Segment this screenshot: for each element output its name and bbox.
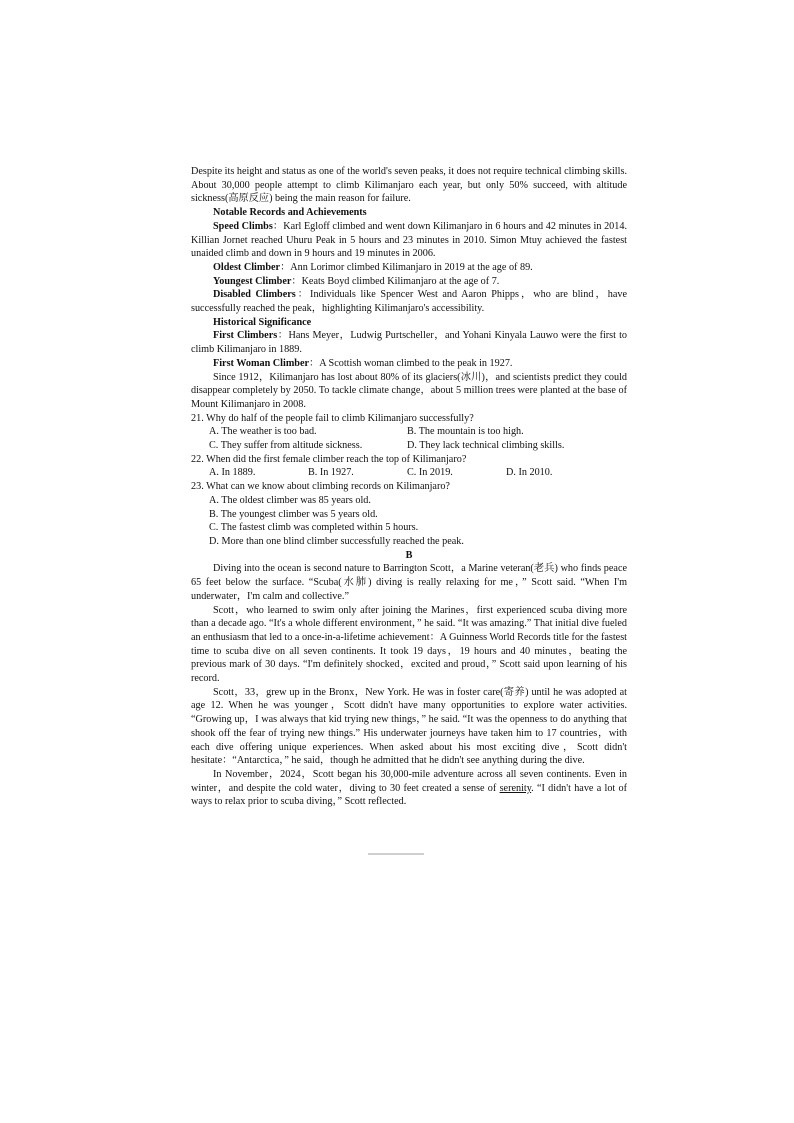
oldest-climber-label: Oldest Climber: [213, 261, 281, 273]
oldest-climber-paragraph: [191, 261, 627, 275]
oldest-climber-text: ：Ann Lorimor climbed Kilimanjaro in 2019 at the age of 89.: [280, 261, 533, 273]
passage-b-paragraph-4: [191, 768, 627, 809]
disabled-climbers-paragraph: [191, 288, 627, 315]
option-d[interactable]: D. They lack technical climbing skills.: [407, 440, 565, 452]
section-b-label: B: [405, 549, 413, 561]
speed-climbs-paragraph: [191, 220, 627, 261]
first-climbers-label: First Climbers: [213, 330, 278, 342]
underlined-word: serenity: [499, 782, 532, 794]
question-stem: 21. Why do half of the people fail to climb Kilimanjaro successfully?: [191, 412, 474, 424]
history-heading: Historical Significance: [213, 316, 312, 328]
option-b[interactable]: B. In 1927.: [308, 467, 354, 479]
option-row: [191, 425, 627, 439]
option-d[interactable]: D. More than one blind climber successfully reached the peak.: [209, 535, 464, 547]
glacier-paragraph: Since 1912，Kilimanjaro has lost about 80% of its glaciers(冰川)，and scientists predict they could disappear completely by 2050. To tackle climate change，about 5 million trees were planted at the base of Mount Kilimanjaro in 2008.: [191, 371, 627, 410]
option-b[interactable]: B. The youngest climber was 5 years old.: [209, 508, 378, 520]
speed-climbs-text: ：Karl Egloff climbed and went down Kilimanjaro in 6 hours and 42 minutes in 2014. Killian Jornet reached Uhuru Peak in 5 hours and 23 minutes in 2010. Simon Mtuy achieved the fastest unaided climb and down in 9 hours and 19 minutes in 2006.: [191, 220, 627, 260]
option-row: [191, 439, 627, 453]
option-c[interactable]: C. They suffer from altitude sickness.: [209, 440, 363, 452]
question-stem: 22. When did the first female climber reach the top of Kilimanjaro?: [191, 453, 467, 465]
speed-climbs-label: Speed Climbs: [213, 220, 273, 232]
first-woman-paragraph: [191, 357, 627, 371]
question-23: [191, 480, 627, 549]
question-22: [191, 453, 627, 480]
option-c[interactable]: C. In 2019.: [407, 467, 453, 479]
question-21: [191, 412, 627, 453]
youngest-climber-label: Youngest Climber: [213, 275, 292, 287]
disabled-climbers-label: Disabled Climbers: [213, 289, 296, 301]
passage-b-paragraph-2: Scott，who learned to swim only after joining the Marines，first experienced scuba diving more than a decade ago. “It's a whole different environment，” he said. “It was amazing.” That initial dive fueled an enthusiasm that led to a once-in-a-lifetime achievement：A Guinness World Records title for the fastest time to scuba dive on all seven continents. It took 19 days，19 hours and 40 minutes，beating the previous mark of 30 days. “I'm definitely shocked，excited and proud，” Scott said upon learning of his record.: [191, 604, 627, 685]
option-a[interactable]: A. In 1889.: [209, 467, 256, 479]
paragraph-4-text-start: In November，2024，Scott began his 30,000-mile adventure across all seven continents. Even in winter，and despite the cold water，diving to 30 feet created a sense of: [191, 768, 627, 794]
youngest-climber-paragraph: [191, 275, 627, 289]
text-column: [191, 165, 627, 809]
option-a[interactable]: A. The oldest climber was 85 years old.: [209, 494, 371, 506]
option-row: [191, 466, 627, 480]
youngest-climber-text: ：Keats Boyd climbed Kilimanjaro at the age of 7.: [291, 275, 500, 287]
passage-b-paragraph-1: Diving into the ocean is second nature to Barrington Scott，a Marine veteran(老兵) who finds peace 65 feet below the surface. “Scuba(水肺) diving is really relaxing for me，” Scott said. “When I'm underwater，I'm calm and collective.”: [191, 563, 627, 602]
first-climbers-text: ：Hans Meyer，Ludwig Purtscheller，and Yohani Kinyala Lauwo were the first to climb Kilimanjaro in 1889.: [191, 330, 627, 356]
first-woman-text: ：A Scottish woman climbed to the peak in 1927.: [309, 357, 513, 369]
option-a[interactable]: A. The weather is too bad.: [209, 426, 317, 438]
footer-divider: [368, 853, 424, 855]
first-woman-label: First Woman Climber: [213, 357, 310, 369]
first-climbers-paragraph: [191, 329, 627, 356]
question-stem: 23. What can we know about climbing records on Kilimanjaro?: [191, 481, 450, 493]
passage-b-paragraph-3: Scott，33，grew up in the Bronx，New York. He was in foster care(寄养) until he was adopted at age 12. When he was younger，Scott didn't have many opportunities to explore water activities. “Growing up，I was always that kid trying new things，” he said. “It was the openness to do anything that shook off the fear of trying new things.” His underwater journeys have taken him to 17 countries，with each dive offering unique experiences. When asked about his most exciting dive，Scott didn't hesitate：“Antarctica，” he said，though he admitted that he didn't see anything during the dive.: [191, 686, 627, 767]
option-c[interactable]: C. The fastest climb was completed within 5 hours.: [209, 522, 419, 534]
disabled-climbers-text: ：Individuals like Spencer West and Aaron Phipps，who are blind，have successfully reached the peak，highlighting Kilimanjaro's accessibility.: [191, 289, 628, 315]
option-d[interactable]: D. In 2010.: [506, 467, 553, 479]
records-heading: Notable Records and Achievements: [213, 207, 367, 219]
option-b[interactable]: B. The mountain is too high.: [407, 426, 524, 438]
paragraph-4-text-end: . “I didn't have a lot of ways to relax prior to scuba diving，” Scott reflected.: [191, 782, 628, 808]
passage-a-intro: Despite its height and status as one of the world's seven peaks, it does not require technical climbing skills. About 30,000 people attempt to climb Kilimanjaro each year, but only 50% succeed, with altitude sickness(高原反应) being the main reason for failure.: [191, 166, 627, 205]
